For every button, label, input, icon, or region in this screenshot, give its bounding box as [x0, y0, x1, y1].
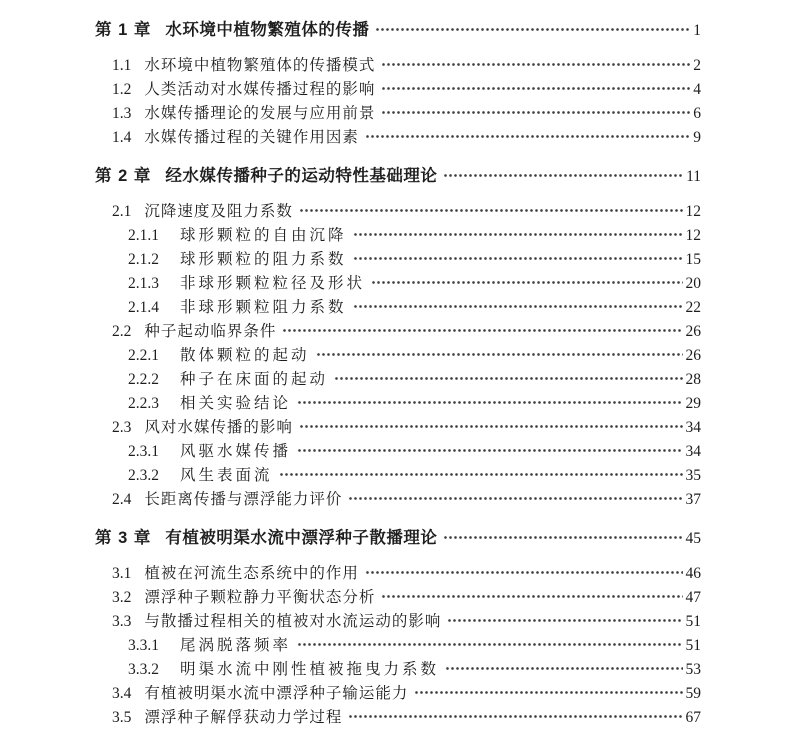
dot-leader	[300, 425, 683, 428]
toc-entry-number: 2.1.4	[128, 299, 159, 316]
dot-leader	[298, 401, 682, 404]
page-number: 12	[685, 227, 701, 244]
page-number: 53	[685, 661, 701, 678]
dot-leader	[349, 715, 682, 718]
page-number: 2	[693, 57, 701, 74]
dot-leader	[298, 449, 682, 452]
toc-entry	[95, 54, 701, 78]
toc-entry	[95, 682, 701, 706]
toc-entry	[95, 634, 701, 658]
toc-entry-number: 2.1.2	[128, 251, 159, 268]
toc-entry	[95, 488, 701, 512]
toc-entry-title: 尾涡脱落频率	[180, 637, 292, 654]
toc-entry-number: 3.1	[112, 565, 132, 582]
toc-entry	[95, 416, 701, 440]
dot-leader	[298, 643, 682, 646]
toc-entry-title: 非球形颗粒粒径及形状	[180, 275, 366, 292]
toc-entry-number: 3.3.1	[128, 637, 159, 654]
toc-entry	[95, 248, 701, 272]
toc-entry-title: 人类活动对水媒传播过程的影响	[144, 81, 376, 98]
toc-entry-title: 与散播过程相关的植被对水流运动的影响	[144, 613, 442, 630]
toc-entry-title: 球形颗粒的自由沉降	[180, 227, 347, 244]
toc-entry-title: 相关实验结论	[180, 395, 292, 412]
dot-leader	[382, 595, 682, 598]
toc-entry-number: 1.4	[112, 129, 132, 146]
toc-entry	[95, 102, 701, 126]
toc-entry-number: 1.2	[112, 81, 132, 98]
toc-entry-number: 2.2.2	[128, 371, 159, 388]
toc-entry-title: 植被在河流生态系统中的作用	[144, 565, 359, 582]
toc-entry-title: 风生表面流	[180, 467, 273, 484]
toc-entry	[95, 200, 701, 224]
toc-entry	[95, 344, 701, 368]
page-number: 4	[693, 81, 701, 98]
page-number: 22	[685, 299, 701, 316]
page-number: 34	[685, 443, 701, 460]
toc-chapter-heading	[95, 17, 701, 44]
toc-entry-number: 2.3.2	[128, 467, 159, 484]
page-number: 11	[686, 168, 701, 185]
page-number: 47	[685, 589, 701, 606]
dot-leader	[376, 28, 690, 31]
page-number: 29	[685, 395, 701, 412]
toc-entry-number: 3.2	[112, 589, 132, 606]
toc-entry-title: 漂浮种子解俘获动力学过程	[144, 709, 343, 726]
toc-entry-title: 水媒传播过程的关键作用因素	[144, 129, 359, 146]
dot-leader	[372, 281, 682, 284]
page-number: 6	[693, 105, 701, 122]
toc-entry-number: 3.3	[112, 613, 132, 630]
page-number: 28	[685, 371, 701, 388]
toc-entry	[95, 224, 701, 248]
page-number: 67	[685, 709, 701, 726]
toc-entry	[95, 440, 701, 464]
page-number: 15	[685, 251, 701, 268]
toc-entry	[95, 392, 701, 416]
toc-entry-number: 3.3.2	[128, 661, 159, 678]
chapter-number: 第 3 章	[95, 529, 152, 547]
toc-entry	[95, 706, 701, 730]
toc-entry-title: 风对水媒传播的影响	[144, 419, 293, 436]
page-number: 51	[685, 613, 701, 630]
toc-chapter-heading	[95, 525, 701, 552]
toc-entry-number: 2.2	[112, 323, 132, 340]
dot-leader	[366, 571, 683, 574]
toc-entry-number: 3.5	[112, 709, 132, 726]
page-number: 59	[685, 685, 701, 702]
toc-entry-number: 2.4	[112, 491, 132, 508]
dot-leader	[448, 619, 682, 622]
dot-leader	[349, 497, 682, 500]
toc-entry	[95, 320, 701, 344]
page-number: 51	[685, 637, 701, 654]
toc-entry-title: 散体颗粒的起动	[180, 347, 310, 364]
toc-entry-title: 明渠水流中刚性植被拖曳力系数	[180, 661, 440, 678]
toc-entry-title: 沉降速度及阻力系数	[144, 203, 293, 220]
toc-entry-number: 2.1.1	[128, 227, 159, 244]
toc-entry-title: 漂浮种子颗粒静力平衡状态分析	[144, 589, 376, 606]
toc-entry-title: 风驱水媒传播	[180, 443, 292, 460]
page-number: 26	[685, 347, 701, 364]
toc-entry	[95, 368, 701, 392]
dot-leader	[444, 174, 683, 177]
toc-entry-number: 2.2.1	[128, 347, 159, 364]
dot-leader	[366, 135, 690, 138]
dot-leader	[283, 329, 682, 332]
chapter-number: 第 2 章	[95, 167, 152, 185]
toc-entry-title: 有植被明渠水流中漂浮种子输运能力	[144, 685, 409, 702]
chapter-title: 水环境中植物繁殖体的传播	[165, 21, 370, 39]
dot-leader	[382, 87, 690, 90]
toc-entry-number: 1.1	[112, 57, 132, 74]
dot-leader	[280, 473, 683, 476]
toc-entry	[95, 658, 701, 682]
page-number: 34	[685, 419, 701, 436]
chapter-title: 有植被明渠水流中漂浮种子散播理论	[165, 529, 438, 547]
toc-chapter-heading	[95, 163, 701, 190]
toc-entry-number: 2.3.1	[128, 443, 159, 460]
toc-entry-title: 非球形颗粒阻力系数	[180, 299, 347, 316]
toc-entry	[95, 296, 701, 320]
page-number: 1	[693, 22, 701, 39]
dot-leader	[354, 305, 683, 308]
chapter-title: 经水媒传播种子的运动特性基础理论	[165, 167, 438, 185]
page-number: 12	[685, 203, 701, 220]
toc-entry	[95, 610, 701, 634]
page-number: 46	[685, 565, 701, 582]
toc-entry	[95, 562, 701, 586]
page-number: 35	[685, 467, 701, 484]
toc-entry-title: 种子在床面的起动	[180, 371, 329, 388]
toc-entry-title: 球形颗粒的阻力系数	[180, 251, 347, 268]
page-number: 37	[685, 491, 701, 508]
toc-entry-number: 2.3	[112, 419, 132, 436]
dot-leader	[444, 536, 682, 539]
dot-leader	[382, 111, 690, 114]
toc-entry-number: 2.1	[112, 203, 132, 220]
toc-entry-title: 水环境中植物繁殖体的传播模式	[144, 57, 376, 74]
chapter-number: 第 1 章	[95, 21, 152, 39]
toc-entry-title: 长距离传播与漂浮能力评价	[144, 491, 343, 508]
toc-entry-title: 种子起动临界条件	[144, 323, 277, 340]
toc-entry	[95, 272, 701, 296]
page-number: 9	[693, 129, 701, 146]
dot-leader	[354, 233, 683, 236]
dot-leader	[317, 353, 683, 356]
dot-leader	[335, 377, 682, 380]
dot-leader	[300, 209, 683, 212]
toc-entry-number: 2.1.3	[128, 275, 159, 292]
toc-entry	[95, 464, 701, 488]
dot-leader	[382, 63, 690, 66]
dot-leader	[354, 257, 683, 260]
toc-entry-number: 1.3	[112, 105, 132, 122]
dot-leader	[415, 691, 682, 694]
page-number: 26	[685, 323, 701, 340]
toc-entry-number: 2.2.3	[128, 395, 159, 412]
toc-entry	[95, 78, 701, 102]
toc-entry	[95, 586, 701, 610]
toc-entry	[95, 126, 701, 150]
toc-entry-title: 水媒传播理论的发展与应用前景	[144, 105, 376, 122]
page-number: 20	[685, 275, 701, 292]
dot-leader	[446, 667, 682, 670]
page-number: 45	[685, 530, 701, 547]
toc-entry-number: 3.4	[112, 685, 132, 702]
